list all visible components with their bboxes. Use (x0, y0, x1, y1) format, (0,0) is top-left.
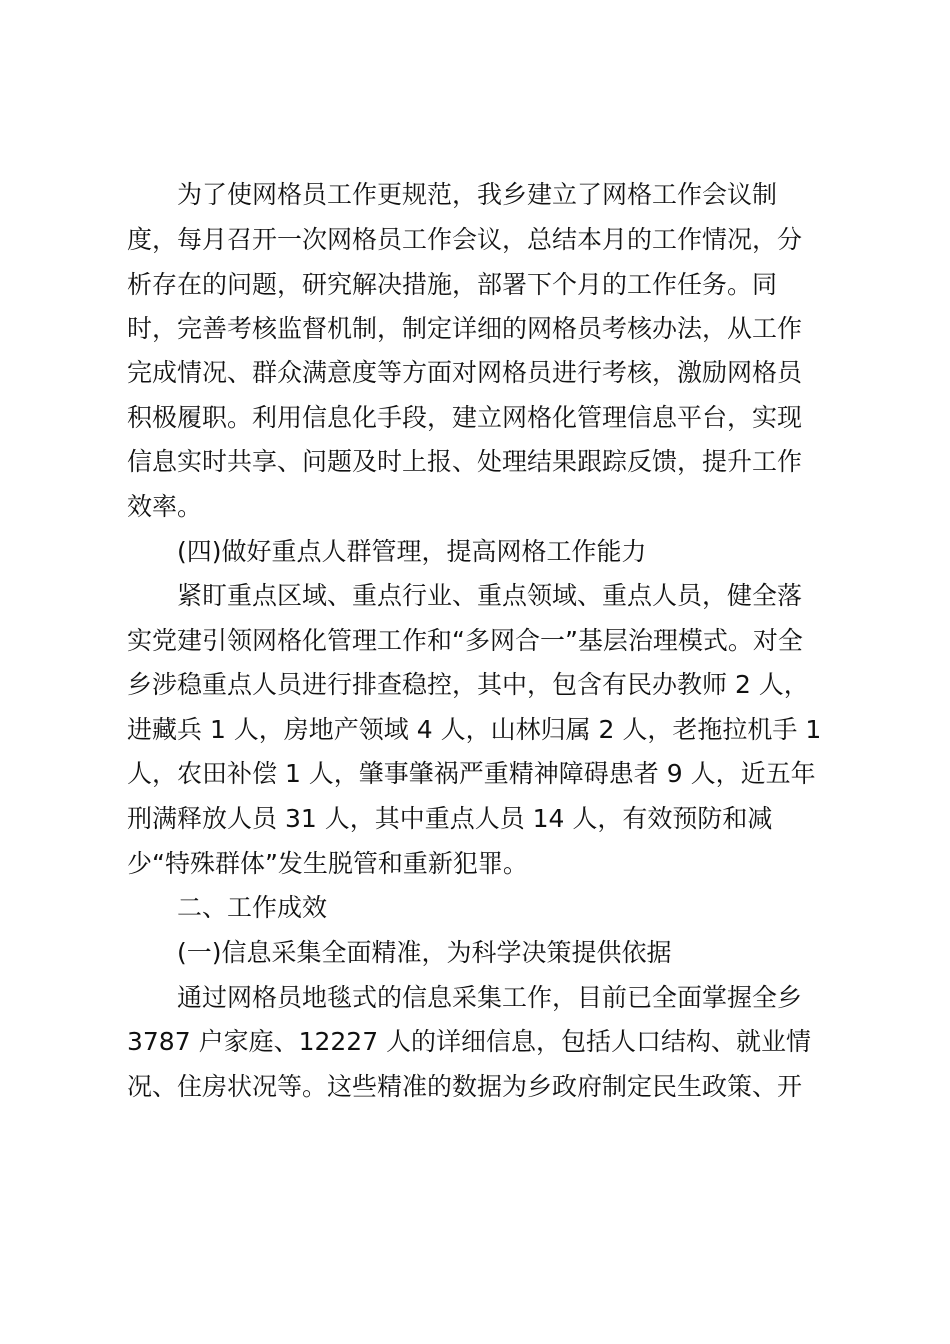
section-heading: 二、工作成效 (177, 893, 328, 922)
text-line: 乡涉稳重点人员进行排查稳控，其中，包含有民办教师 2 人， (127, 670, 809, 699)
text-line: 析存在的问题，研究解决措施，部署下个月的工作任务。同 (127, 270, 778, 299)
text-line: 况、住房状况等。这些精准的数据为乡政府制定民生政策、开 (127, 1072, 803, 1101)
text-line: 完成情况、群众满意度等方面对网格员进行考核，激励网格员 (127, 358, 803, 387)
section-heading: (一)信息采集全面精准，为科学决策提供依据 (177, 938, 672, 967)
text-line: 积极履职。利用信息化手段，建立网格化管理信息平台，实现 (127, 403, 803, 432)
text-line: 进藏兵 1 人，房地产领域 4 人，山林归属 2 人，老拖拉机手 1 (127, 715, 822, 744)
text-line: 3787 户家庭、12227 人的详细信息，包括人口结构、就业情 (127, 1027, 812, 1056)
text-line: 人，农田补偿 1 人，肇事肇祸严重精神障碍患者 9 人，近五年 (127, 759, 816, 788)
text-line: 少“特殊群体”发生脱管和重新犯罪。 (127, 849, 528, 878)
section-heading: (四)做好重点人群管理，提高网格工作能力 (177, 537, 647, 566)
text-line: 信息实时共享、问题及时上报、处理结果跟踪反馈，提升工作 (127, 447, 803, 476)
text-line: 时，完善考核监督机制，制定详细的网格员考核办法，从工作 (127, 314, 803, 343)
text-line: 刑满释放人员 31 人，其中重点人员 14 人，有效预防和减 (127, 804, 773, 833)
text-line: 度，每月召开一次网格员工作会议，总结本月的工作情况，分 (127, 225, 803, 254)
text-line: 为了使网格员工作更规范，我乡建立了网格工作会议制 (177, 180, 778, 209)
text-line: 实党建引领网格化管理工作和“多网合一”基层治理模式。对全 (127, 626, 803, 655)
text-line: 紧盯重点区域、重点行业、重点领域、重点人员，健全落 (177, 581, 803, 610)
text-line: 通过网格员地毯式的信息采集工作，目前已全面掌握全乡 (177, 983, 803, 1012)
text-line: 效率。 (127, 492, 203, 521)
